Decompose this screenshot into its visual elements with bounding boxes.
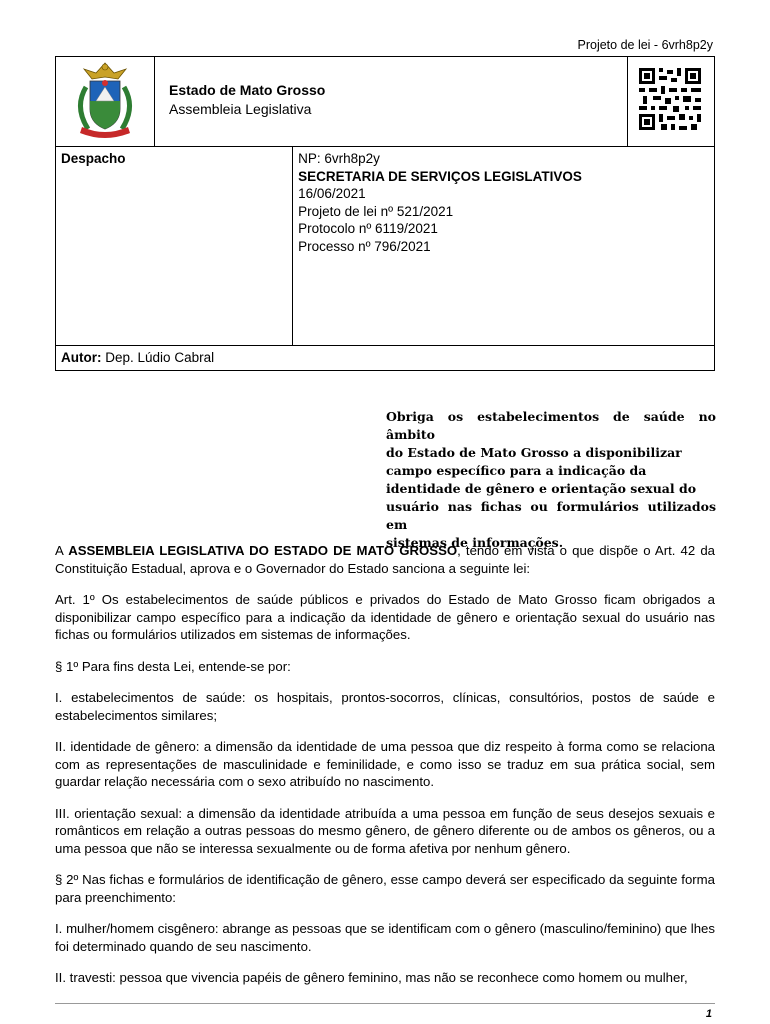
coat-of-arms-logo: [56, 57, 154, 141]
despacho-label: Despacho: [61, 151, 126, 166]
paragraph-art1: Art. 1º Os estabelecimentos de saúde públicos e privados do Estado de Mato Grosso ficam obrigados a disponibilizar campo específico para a indicação da identidade de gênero e orientação sexual do usuário nas fichas ou formulários utilizados em sistemas de informações.: [55, 592, 715, 642]
ementa-line: usuário nas fichas ou formulários utilizados em: [386, 499, 716, 532]
page-number: 1: [705, 1008, 712, 1020]
protocolo-line: Protocolo nº 6119/2021: [298, 221, 438, 236]
footer-rule: [55, 1003, 715, 1004]
ementa-line: identidade de gênero e orientação sexual do: [386, 481, 697, 496]
law-body: [55, 542, 715, 1001]
ementa-line: do Estado de Mato Grosso a disponibilizar: [386, 445, 682, 460]
assembly-subtitle: Assembleia Legislativa: [169, 101, 312, 117]
paragraph-par1: § 1º Para fins desta Lei, entende-se por:: [55, 658, 291, 674]
ementa-line: sistemas de informações.: [386, 535, 564, 550]
intro-paragraph: [55, 542, 715, 577]
paragraph-item-ii: II. identidade de gênero: a dimensão da identidade de uma pessoa que diz respeito à forma como se relaciona com as representações de masculinidade e feminilidade, e como isso se traduz em sua prática social, sem guardar relação necessária com o sexo atribuído no nascimento.: [55, 739, 715, 789]
date-line: 16/06/2021: [298, 186, 366, 201]
protocol-cell: [293, 147, 715, 346]
projeto-line: Projeto de lei nº 521/2021: [298, 203, 454, 219]
paragraph-item-i: I. estabelecimentos de saúde: os hospitais, prontos-socorros, clínicas, consultórios, postos de saúde e estabelecimentos similares;: [55, 690, 715, 723]
paragraph-par2: § 2º Nas fichas e formulários de identificação de gênero, esse campo deverá ser especificado da seguinte forma para preenchimento:: [55, 872, 715, 905]
np-line: NP: 6vrh8p2y: [298, 151, 380, 166]
paragraph-item-i-b: I. mulher/homem cisgênero: abrange as pessoas que se identificam com o gênero (masculino/feminino) que lhes foi determinado quando de seu nascimento.: [55, 921, 715, 954]
autor-cell: [56, 346, 715, 371]
intro-bold: ASSEMBLEIA LEGISLATIVA DO ESTADO DE MATO GROSSO: [68, 543, 458, 558]
ementa: [386, 408, 716, 552]
logo-cell: [56, 57, 155, 147]
state-title: Estado de Mato Grosso: [169, 82, 326, 98]
paragraph-item-iii: III. orientação sexual: a dimensão da identidade atribuída a uma pessoa em função de seus desejos sexuais e românticos em relação a outras pessoas do mesmo gênero, de gênero diferente ou de ambos os gêneros, ou a uma pessoa que não se interessa sexualmente ou de forma afetiva por nenhum gênero.: [55, 805, 715, 856]
processo-line: Processo nº 796/2021: [298, 238, 431, 254]
autor-name: Dep. Lúdio Cabral: [105, 350, 215, 365]
ementa-line: Obriga os estabelecimentos de saúde no âmbito: [386, 409, 716, 442]
document-id: Projeto de lei - 6vrh8p2y: [577, 38, 713, 52]
intro-rest: , tendo em vista o que dispõe o Art. 42 da Constituição Estadual, aprova e o Governador do Estado sanciona a seguinte lei:: [55, 543, 715, 576]
despacho-cell: [56, 147, 293, 346]
header-table: [55, 56, 715, 371]
intro-prefix: A: [55, 543, 69, 558]
title-cell: [155, 57, 628, 147]
paragraph-item-ii-b: II. travesti: pessoa que vivencia papéis de gênero feminino, mas não se reconhece como homem ou mulher,: [55, 970, 688, 985]
ementa-line: campo específico para a indicação da: [386, 463, 647, 478]
autor-label: Autor:: [61, 350, 102, 365]
secretaria-line: SECRETARIA DE SERVIÇOS LEGISLATIVOS: [298, 168, 582, 184]
qr-cell: [628, 57, 715, 147]
qr-code-icon: [628, 57, 714, 141]
